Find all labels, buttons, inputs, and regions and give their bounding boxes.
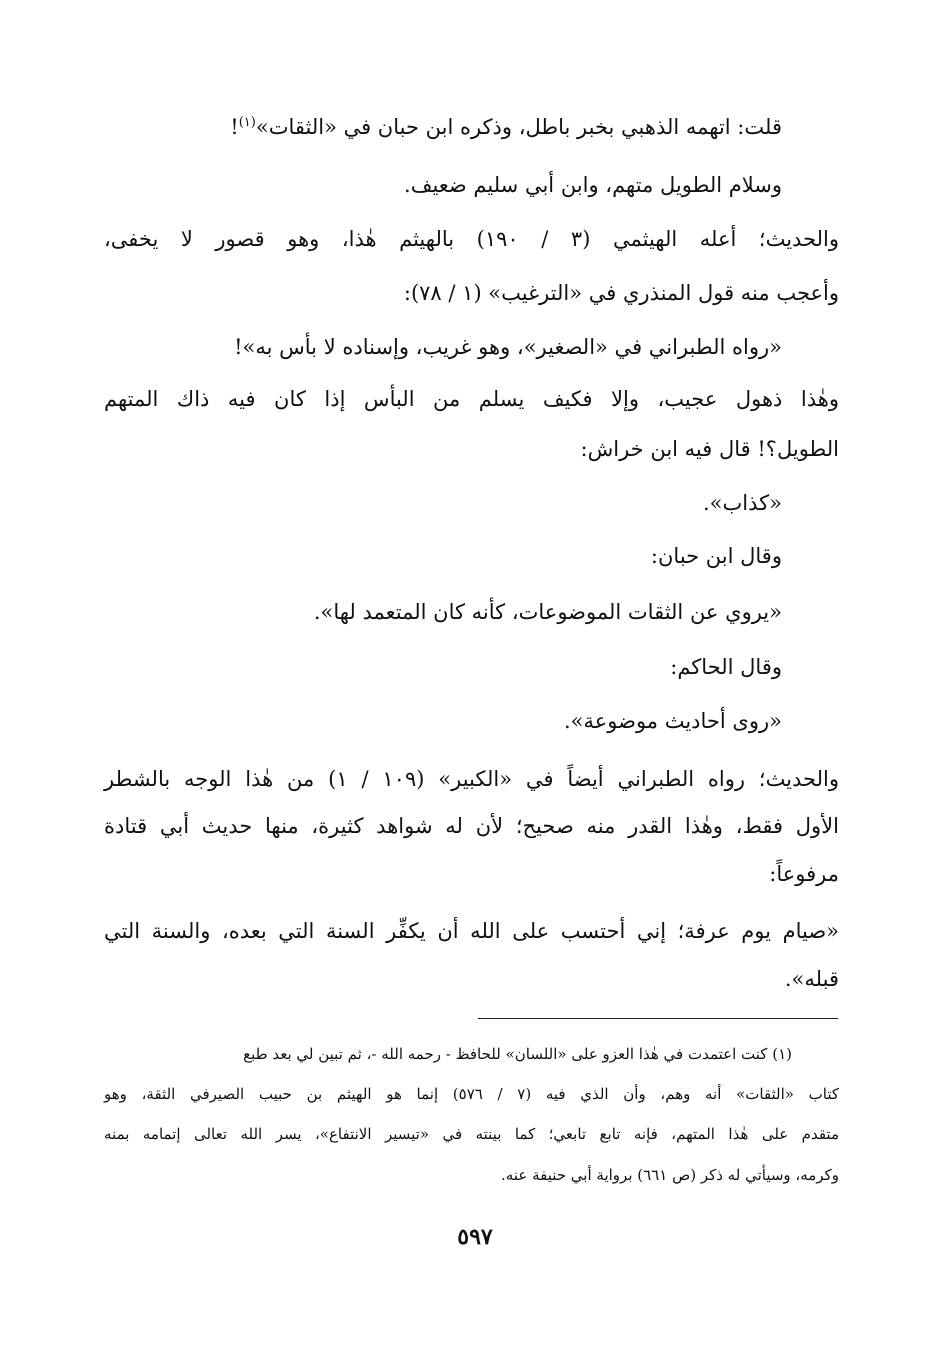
body-line-13: والحديث؛ رواه الطبراني أيضاً في «الكبير» (١٠٩ / ١) من هٰذا الوجه بالشطر [104, 767, 839, 791]
body-line-9: وقال ابن حبان: [650, 544, 782, 568]
body-line-11: وقال الحاكم: [670, 655, 782, 679]
body-line-7: الطويل؟! قال فيه ابن خراش: [580, 437, 839, 461]
body-line-8: «كذاب». [703, 491, 782, 515]
page-number: ٥٩٧ [457, 1224, 493, 1250]
body-line-16: «صيام يوم عرفة؛ إني أحتسب على الله أن يكفِّر السنة التي بعده، والسنة التي [104, 919, 839, 943]
body-line-3: والحديث؛ أعله الهيثمي (٣ / ١٩٠) بالهيثم هٰذا، وهو قصور لا يخفى، [104, 227, 839, 251]
body-line-14: الأول فقط، وهٰذا القدر منه صحيح؛ لأن له شواهد كثيرة، منها حديث أبي قتادة [104, 814, 839, 838]
body-line-10: «يروي عن الثقات الموضوعات، كأنه كان المتعمد لها». [313, 600, 782, 624]
footnote-divider [478, 1018, 838, 1019]
footnote-line-2: كتاب «الثقات» أنه وهم، وأن الذي فيه (٧ / ٥٧٦) إنما هو الهيثم بن حبيب الصيرفي الثقة، وهو [104, 1085, 840, 1103]
footnote-line-1: (١) كنت اعتمدت في هٰذا العزو على «اللسان» للحافظ - رحمه الله -، ثم تبين لي بعد طبع [243, 1045, 792, 1063]
body-line-1-text: قلت: اتهمه الذهبي بخبر باطل، وذكره ابن حبان في «الثقات» [255, 115, 782, 139]
body-line-17: قبله». [784, 967, 839, 991]
body-line-6: وهٰذا ذهول عجيب، وإلا فكيف يسلم من البأس إذا كان فيه ذاك المتهم [104, 387, 839, 411]
body-line-1 [230, 112, 782, 142]
body-line-5: «رواه الطبراني في «الصغير»، وهو غريب، وإسناده لا بأس به»! [234, 335, 782, 359]
body-line-12: «روى أحاديث موضوعة». [563, 709, 782, 733]
body-line-1-end: ! [230, 115, 239, 139]
body-line-2: وسلام الطويل متهم، وابن أبي سليم ضعيف. [404, 173, 782, 197]
footnote-line-4: وكرمه، وسيأتي له ذكر (ص ٦٦١) برواية أبي حنيفة عنه. [501, 1166, 839, 1184]
body-line-4: وأعجب منه قول المنذري في «الترغيب» (١ / ٧٨): [403, 281, 839, 305]
footnote-reference[interactable]: (١) [238, 115, 256, 130]
body-line-15: مرفوعاً: [769, 862, 839, 886]
footnote-line-3: متقدم على هٰذا المتهم، فإنه تابع تابعي؛ كما بينته في «تيسير الانتفاع»، يسر الله تعالى إتمامه بمنه [104, 1125, 839, 1143]
